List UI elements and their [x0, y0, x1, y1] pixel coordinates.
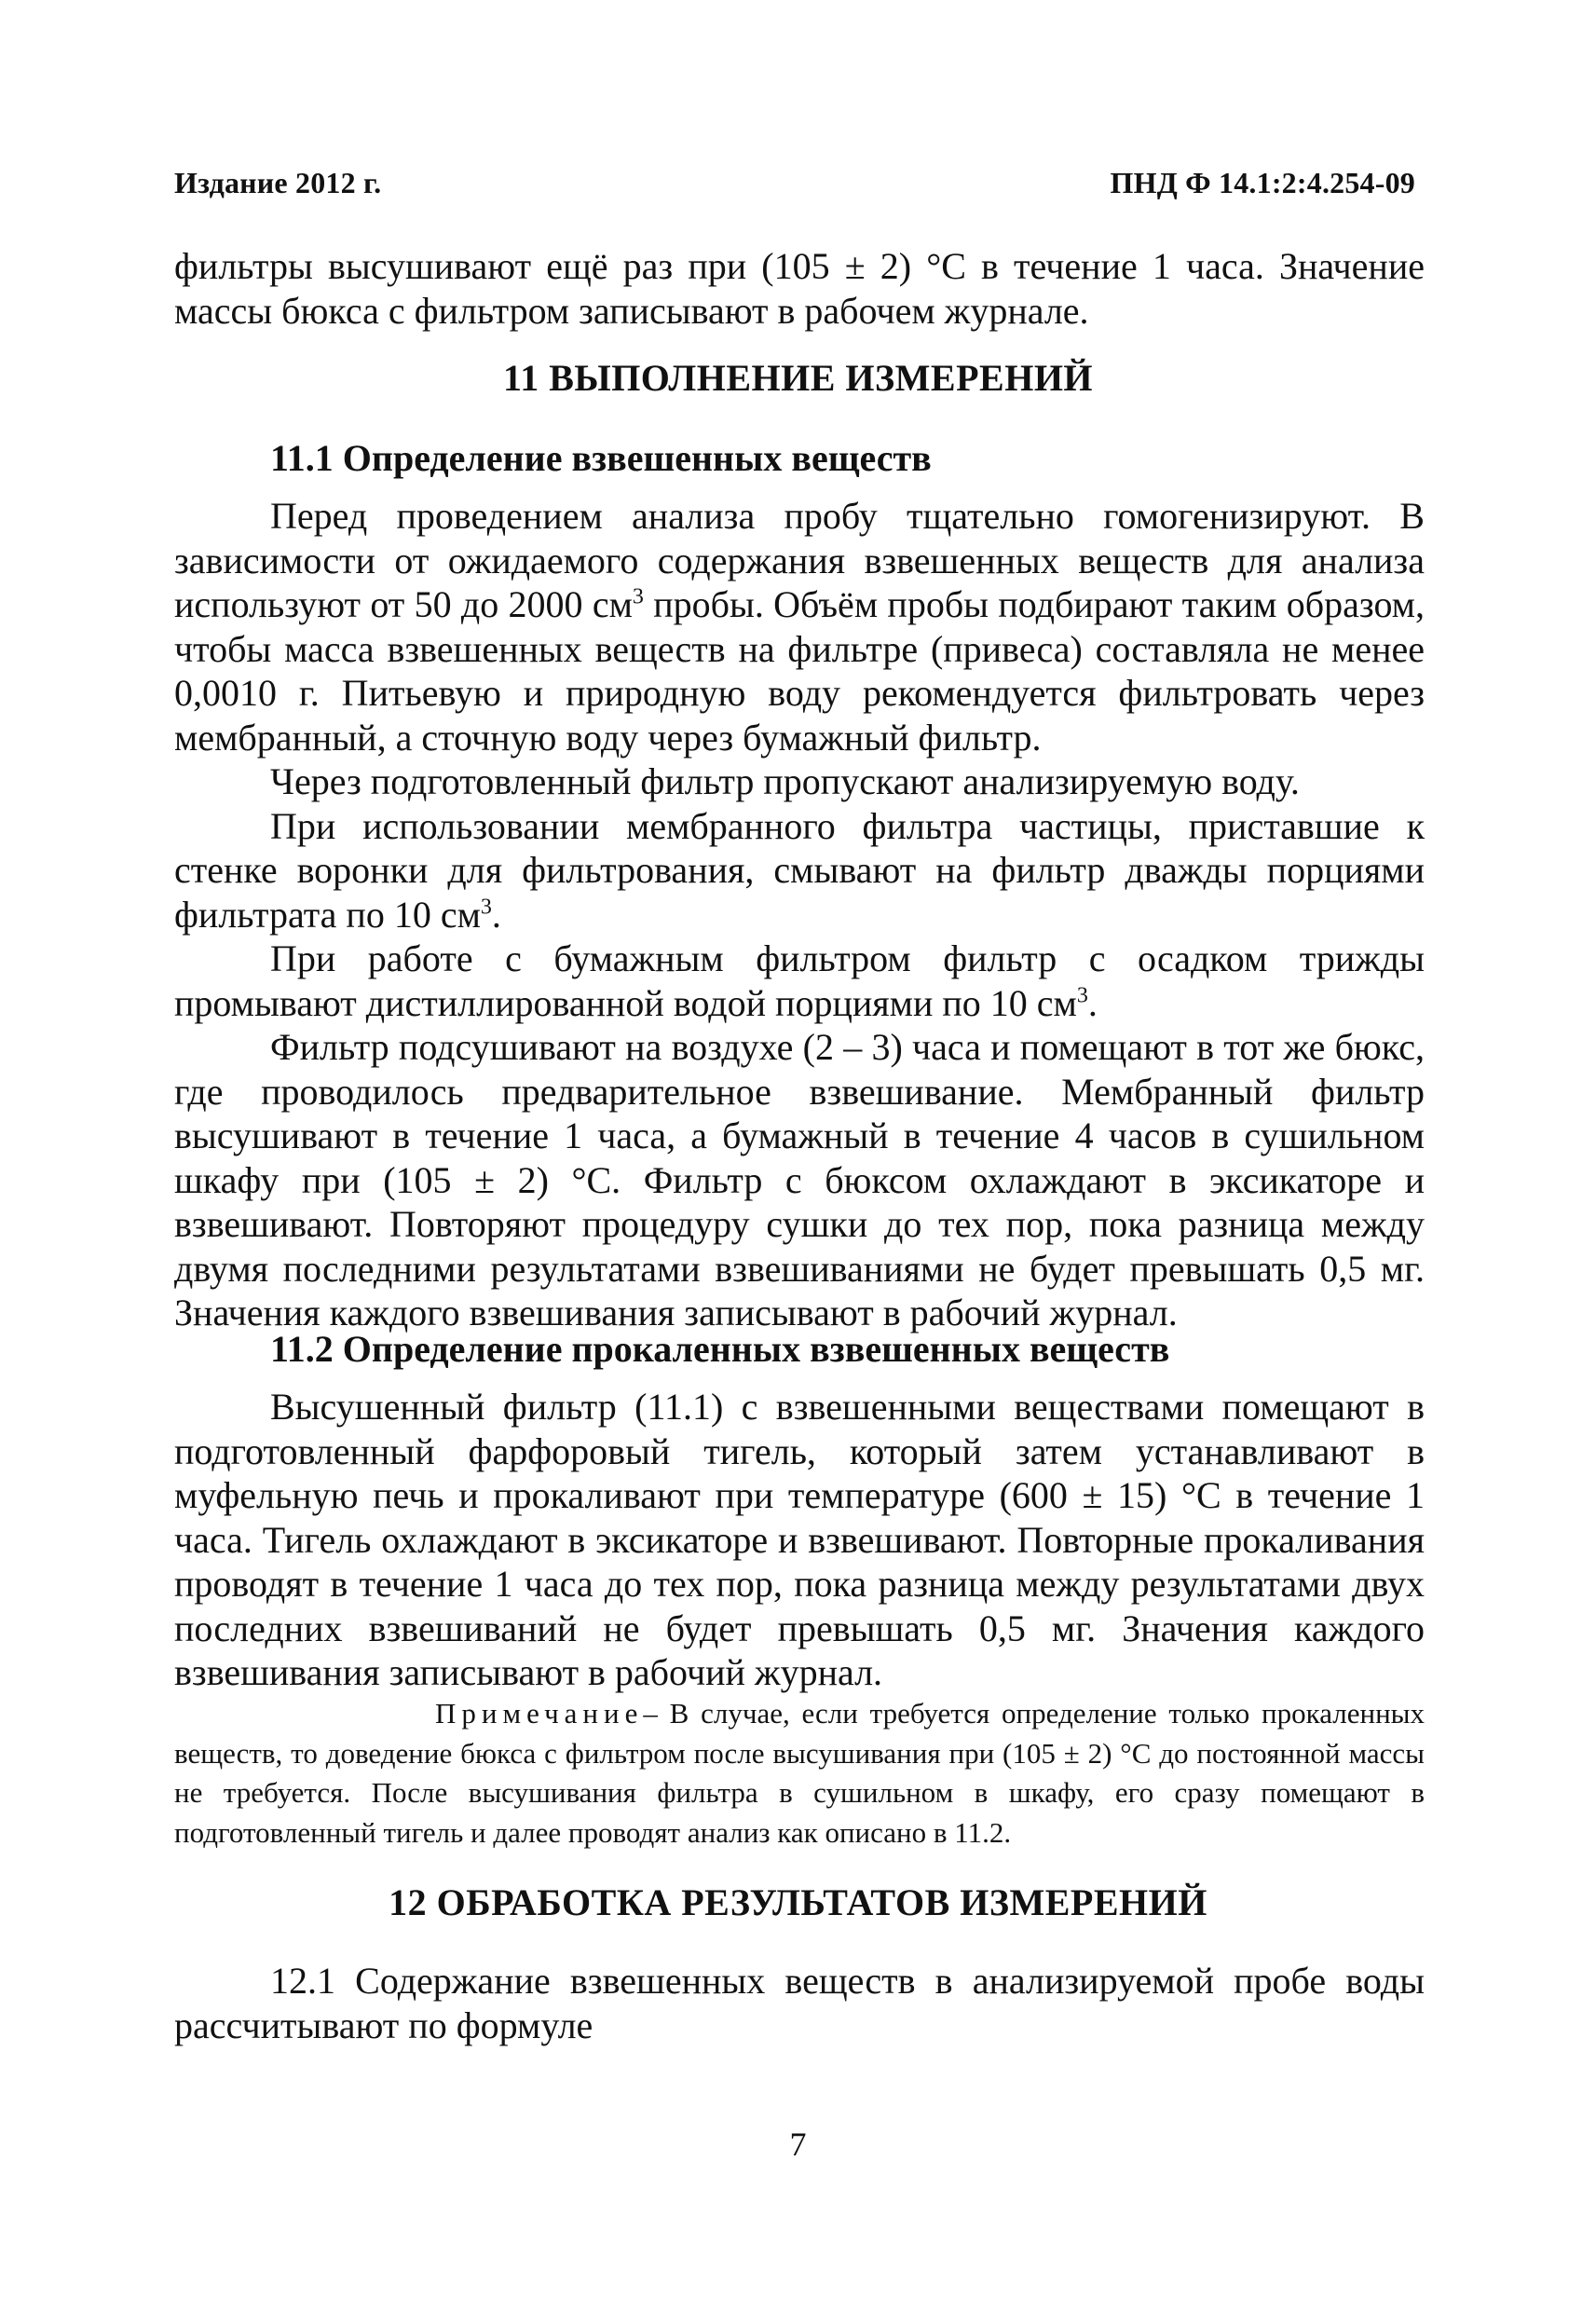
- section-12-body: [174, 1959, 1425, 2047]
- note-text: – В случае, если требуется определение только прокаленных веществ, то доведение бюкса с фильтром после высушивания при (105 ± 2) °С до постоянной массы не требуется. После высушивания фильтра в сушильном в шкафу, его сразу помещают в подготовленный тигель и далее проводят анализ как описано в 11.2.: [174, 1697, 1425, 1849]
- paragraph-membrane-filter-part1: При использовании мембранного фильтра частицы, приставшие к стенке воронки для фильтрования, смывают на фильтр дважды порциями фильтрата по 10 см: [174, 804, 1425, 936]
- paragraph-paper-filter-part2: .: [1087, 981, 1098, 1024]
- paragraph-calcination: Высушенный фильтр (11.1) с взвешенными веществами помещают в подготовленный фарфоровый тигель, который затем устанавливают в муфельную печь и прокаливают при температуре (600 ± 15) °С в течение 1 часа. Тигель охлаждают в эксикаторе и взвешивают. Повторные прокаливания проводят в течение 1 часа до тех пор, пока разница между результатами двух последних взвешиваний не будет превышать 0,5 мг. Значения каждого взвешивания записывают в рабочий журнал.: [174, 1386, 1425, 1693]
- section-11-1-body: [174, 494, 1425, 1335]
- document-code-header: ПНД Ф 14.1:2:4.254-09: [1110, 166, 1415, 199]
- cubic-superscript: 3: [632, 584, 644, 609]
- paragraph-sample-prep-part2: пробы. Объём пробы подбирают таким образом, чтобы масса взвешенных веществ на фильтре (привеса) составляла не менее 0,0010 г. Питьевую и природную воду рекомендуется фильтровать через мембранный, а сточную воду через бумажный фильтр.: [174, 583, 1425, 759]
- section-11-2-body: [174, 1385, 1425, 1695]
- paragraph-drying: Фильтр подсушивают на воздухе (2 – 3) часа и помещают в тот же бюкс, где проводилось предварительное взвешивание. Мембранный фильтр высушивают в течение 1 часа, а бумажный в течение 4 часов в сушильном шкафу при (105 ± 2) °С. Фильтр с бюксом охлаждают в эксикаторе и взвешивают. Повторяют процедуру сушки до тех пор, пока разница между двумя последними результатами взвешиваниями не будет превышать 0,5 мг. Значения каждого взвешивания записывают в рабочий журнал.: [174, 1026, 1425, 1333]
- paragraph-paper-filter: [174, 937, 1425, 1025]
- section-12-title: 12 ОБРАБОТКА РЕЗУЛЬТАТОВ ИЗМЕРЕНИЙ: [389, 1881, 1207, 1923]
- note-block: [174, 1694, 1425, 1853]
- paragraph-sample-prep: [174, 494, 1425, 759]
- subsection-11-2-title: 11.2 Определение прокаленных взвешенных веществ: [270, 1328, 1170, 1370]
- edition-header: Издание 2012 г.: [174, 166, 382, 199]
- paragraph-filtration: Через подготовленный фильтр пропускают анализируемую воду.: [270, 760, 1300, 802]
- cubic-superscript: 3: [480, 895, 492, 920]
- paragraph-formula-intro: 12.1 Содержание взвешенных веществ в анализируемой пробе воды рассчитывают по формуле: [174, 1960, 1425, 2046]
- paragraph-membrane-filter-part2: .: [491, 893, 501, 936]
- paragraph-membrane-filter: [174, 804, 1425, 937]
- paragraph-sample-prep-part1: Перед проведением анализа пробу тщательно гомогенизируют. В зависимости от ожидаемого содержания взвешенных веществ для анализа используют от 50 до 2000 см: [174, 495, 1425, 625]
- page-number: 7: [789, 2126, 807, 2163]
- subsection-11-1-title: 11.1 Определение взвешенных веществ: [270, 437, 932, 479]
- intro-text: фильтры высушивают ещё раз при (105 ± 2) °С в течение 1 часа. Значение массы бюкса с фильтром записывают в рабочем журнале.: [174, 245, 1425, 332]
- note-label: Примечание: [435, 1697, 644, 1730]
- paragraph-paper-filter-part1: При работе с бумажным фильтром фильтр с осадком трижды промывают дистиллированной водой порциями по 10 см: [174, 937, 1425, 1024]
- section-11-title: 11 ВЫПОЛНЕНИЕ ИЗМЕРЕНИЙ: [502, 357, 1094, 399]
- note-paragraph: [174, 1694, 1425, 1853]
- cubic-superscript: 3: [1076, 983, 1088, 1008]
- intro-paragraph: [174, 244, 1425, 333]
